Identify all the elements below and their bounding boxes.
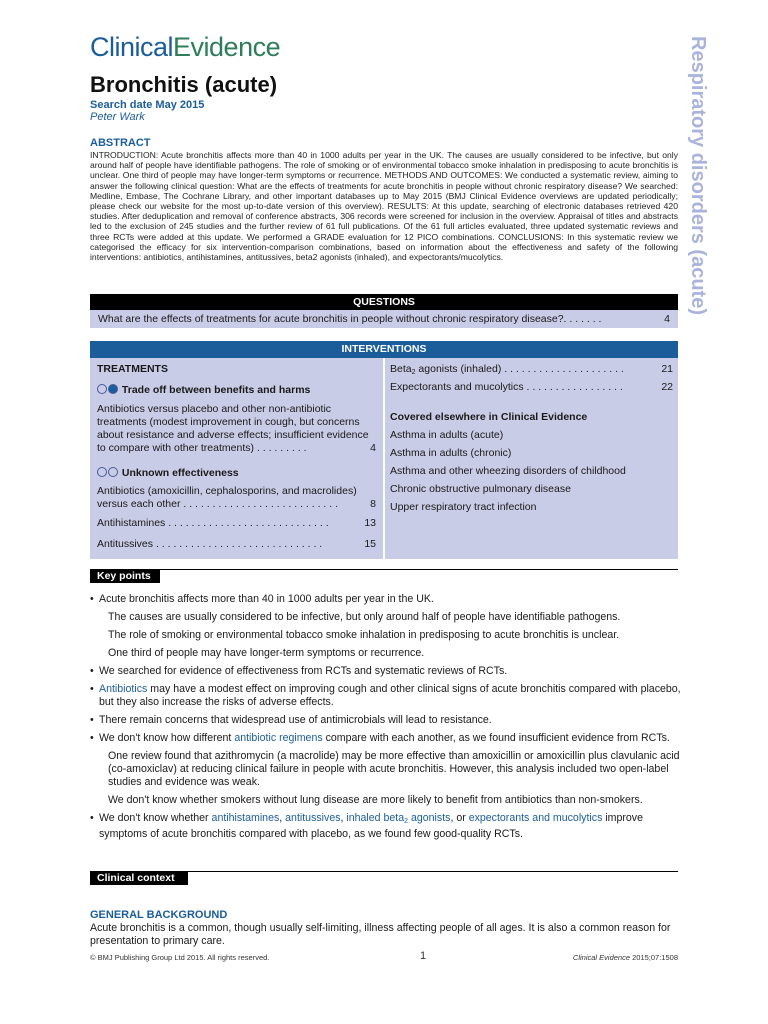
trade-off-heading: Trade off between benefits and harms [121, 384, 311, 396]
logo-part2: Evidence [173, 32, 281, 62]
questions-heading: QUESTIONS [90, 294, 678, 310]
key-point-text: may have a modest effect on improving cough and other clinical signs of acute bronchitis compared with placebo, but they also increase the risks of adverse effects. [99, 683, 681, 708]
antitussives-link[interactable]: antitussives [285, 812, 341, 824]
beta-agonists-item[interactable] [390, 361, 673, 378]
unknown-item-text: Antitussives . . . . . . . . . . . . . . . . . . . . . . . . . . . . . [97, 538, 323, 550]
trade-off-filled-circle-icon [108, 384, 118, 394]
key-point: • Acute bronchitis affects more than 40 in 1000 adults per year in the UK. [90, 593, 682, 606]
covered-elsewhere-heading: Covered elsewhere in Clinical Evidence [390, 411, 588, 423]
unknown-empty-circle-icon-2 [108, 467, 118, 477]
page-footer [90, 950, 678, 964]
author: Peter Wark [90, 111, 145, 123]
side-section-title [686, 36, 726, 346]
question-page: 4 [664, 313, 670, 325]
antibiotic-regimens-link[interactable]: antibiotic regimens [234, 732, 323, 744]
key-point-text: We don't know how different [99, 732, 235, 744]
key-points-list [90, 593, 682, 846]
abstract-heading: ABSTRACT [90, 137, 151, 149]
trade-off-category [97, 382, 376, 398]
page-title: Bronchitis (acute) [90, 72, 278, 97]
key-point-text: We don't know whether [99, 812, 212, 824]
key-point-text: improve symptoms of acute bronchitis compared with placebo, as we found few good-quality RCTs. [99, 812, 643, 840]
key-point-sub: One review found that azithromycin (a macrolide) may be more effective than amoxicillin or amoxicillin plus clavulanic acid (co-amoxiclav) at reducing clinical failure in people with acute bronchitis. However, this analysis included two open-label studies and evidence was weak. [108, 750, 680, 788]
beta-agonists-text [390, 361, 624, 378]
trade-off-item[interactable] [97, 403, 376, 455]
interventions-right-panel [385, 358, 678, 559]
unknown-item[interactable] [97, 536, 376, 553]
expectorants-page: 22 [661, 381, 673, 393]
trade-off-page: 4 [370, 442, 376, 454]
sep: , [279, 812, 286, 824]
citation [573, 953, 678, 962]
expectorants-item[interactable] [390, 379, 673, 396]
unknown-item[interactable] [97, 485, 376, 511]
unknown-item-text: Antihistamines . . . . . . . . . . . . . . . . . . . . . . . . . . . . [97, 517, 329, 529]
key-point-text: compare with each another, as we found insufficient evidence from RCTs. [322, 732, 670, 744]
key-point: • There remain concerns that widespread use of antimicrobials will lead to resistance. [90, 714, 682, 727]
trade-off-text: Antibiotics versus placebo and other non-antibiotic treatments (modest improvement in cough, but concerns about resistance and adverse effects; insufficient evidence to compare with other treatments) . . . . . . . . . [97, 403, 369, 454]
expectorants-text: Expectorants and mucolytics . . . . . . . . . . . . . . . . . [390, 381, 623, 393]
unknown-empty-circle-icon-1 [97, 467, 107, 477]
journal-name: Clinical Evidence [572, 953, 631, 962]
unknown-item-page: 8 [370, 498, 376, 510]
inhaled-beta-agonists-link[interactable] [346, 812, 450, 824]
key-points-rule [90, 569, 678, 570]
covered-item[interactable]: Upper respiratory tract infection [390, 501, 537, 513]
question-text: What are the effects of treatments for acute bronchitis in people without chronic respiratory disease?. . . . . . . [98, 313, 602, 325]
beta-sub: 2 [411, 369, 416, 376]
expectorants-mucolytics-link[interactable]: expectorants and mucolytics [468, 812, 603, 824]
trade-off-empty-circle-icon [97, 384, 107, 394]
link-part: inhaled beta [346, 812, 405, 824]
key-point-sub: We don't know whether smokers without lung disease are more likely to benefit from antibiotics than non-smokers. [108, 794, 643, 806]
link-part: agonists [408, 812, 451, 824]
unknown-category [97, 465, 376, 481]
logo-part1: Clinical [90, 32, 174, 62]
key-point-sub: One third of people may have longer-term symptoms or recurrence. [108, 647, 425, 659]
key-point-sub: The causes are usually considered to be infective, but only around half of people have identifiable pathogens. [108, 611, 621, 623]
general-background-heading: GENERAL BACKGROUND [90, 909, 228, 921]
beta-agonists-page: 21 [661, 363, 673, 375]
unknown-item[interactable] [97, 515, 376, 532]
beta-post: agonists (inhaled) . . . . . . . . . . . . . . . . . . . . . [415, 363, 624, 375]
unknown-item-text: Antibiotics (amoxicillin, cephalosporins, and macrolides) versus each other . . . . . . . . . . . . . . . . . . . . . . . . . . . [97, 485, 357, 510]
page-number: 1 [420, 950, 427, 962]
citation-ref: 2015;07:1508 [630, 953, 678, 962]
covered-item[interactable]: Asthma in adults (acute) [390, 429, 504, 441]
key-point-sub: The role of smoking or environmental tobacco smoke inhalation in predisposing to acute bronchitis is unclear. [108, 629, 620, 641]
side-title-text: Respiratory disorders (acute) [687, 36, 709, 315]
search-date: Search date May 2015 [90, 99, 205, 111]
key-point [90, 732, 682, 745]
covered-item[interactable]: Chronic obstructive pulmonary disease [390, 483, 571, 495]
treatments-heading: TREATMENTS [97, 363, 168, 375]
covered-item[interactable]: Asthma in adults (chronic) [390, 447, 512, 459]
abstract-text: INTRODUCTION: Acute bronchitis affects more than 40 in 1000 adults per year in the UK. The causes are usually considered to be infective, but only around half of people have identifiable pathogens. The role of smoking or of environmental tobacco smoke inhalation in predisposing to acute bronchitis is unclear. One third of people may have longer-term symptoms or recurrence. METHODS AND OUTCOMES: We conducted a systematic review, aiming to answer the following clinical question: What are the effects of treatments for acute bronchitis in people without chronic respiratory disease? We searched: Medline, Embase, The Cochrane Library, and other important databases up to May 2015 (BMJ Clinical Evidence overviews are updated periodically; please check our website for the most up-to-date version of this overview). RESULTS: At this update, searching of electronic databases retrieved 420 studies. After deduplication and removal of conference abstracts, 306 records were screened for inclusion in the overview. Appraisal of titles and abstracts led to the exclusion of 245 studies and the further review of 61 full publications. Of the 61 full articles evaluated, three updated systematic reviews and three RCTs were added at this update. We performed a GRADE evaluation for 12 PICO combinations. CONCLUSIONS: In this systematic review we categorised the efficacy for six intervention-comparison combinations, based on information about the effectiveness and safety of the following interventions: antibiotics, antihistamines, antitussives, beta2 agonists (inhaled), and expectorants/mucolytics. [90, 150, 678, 263]
link-sub: 2 [404, 818, 409, 825]
interventions-treatments-panel [90, 358, 383, 559]
key-point: • We searched for evidence of effectiveness from RCTs and systematic reviews of RCTs. [90, 665, 682, 678]
key-point [90, 812, 682, 841]
antihistamines-link[interactable]: antihistamines [211, 812, 280, 824]
sep: , [340, 812, 347, 824]
sep: , or [450, 812, 469, 824]
interventions-heading: INTERVENTIONS [90, 341, 678, 358]
antibiotics-link[interactable]: Antibiotics [99, 683, 148, 695]
unknown-item-page: 15 [364, 538, 376, 550]
clinical-evidence-logo [90, 32, 280, 63]
beta-pre: Beta [390, 363, 412, 375]
clinical-context-label: Clinical context [90, 871, 188, 885]
general-background-text: Acute bronchitis is a common, though usually self-limiting, illness affecting people of all ages. It is also a common reason for presentation to primary care. [90, 922, 671, 947]
key-points-label: Key points [90, 569, 160, 583]
copyright: © BMJ Publishing Group Ltd 2015. All rights reserved. [90, 953, 270, 962]
key-point [90, 683, 682, 709]
question-item[interactable] [90, 310, 678, 328]
unknown-heading: Unknown effectiveness [121, 467, 239, 479]
unknown-item-page: 13 [364, 517, 376, 529]
covered-item[interactable]: Asthma and other wheezing disorders of childhood [390, 465, 626, 477]
